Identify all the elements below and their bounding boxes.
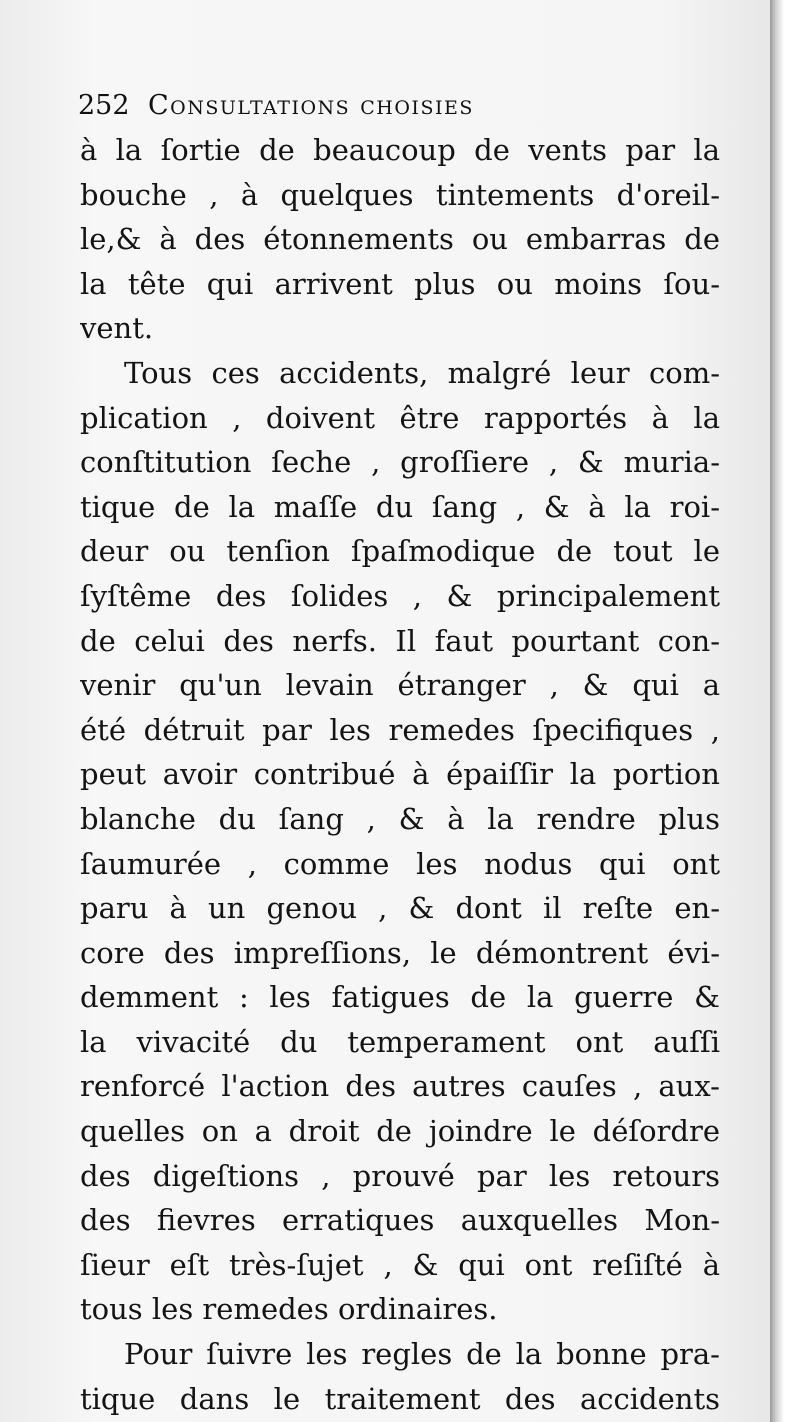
- text-line: core des impreſſions, le démontrent évi-: [80, 935, 720, 970]
- text-line: plication , doivent être rapportés à la: [80, 400, 720, 435]
- text-line: bouche , à quelques tintements d'oreil-: [80, 177, 720, 212]
- body-text: [80, 128, 720, 1421]
- text-line: des fievres erratiques auxquelles Mon-: [80, 1203, 720, 1238]
- page-edge-shadow: [770, 0, 800, 1422]
- text-line: Tous ces accidents, malgré leur com-: [124, 355, 720, 390]
- text-line: peut avoir contribué à épaiſſir la portion: [80, 757, 720, 792]
- text-line: ſieur eſt très-ſujet , & qui ont reſiſté à: [80, 1247, 720, 1282]
- text-line: paru à un genou , & dont il reſte en-: [80, 891, 720, 926]
- text-line: des digeſtions , prouvé par les retours: [80, 1158, 720, 1193]
- text-line: vent.: [80, 311, 154, 346]
- text-line: blanche du ſang , & à la rendre plus: [80, 801, 720, 836]
- text-line: tique dans le traitement des accidents: [80, 1381, 720, 1416]
- text-line: de celui des nerfs. Il faut pourtant con-: [80, 623, 720, 658]
- text-line: demment : les fatigues de la guerre &: [80, 980, 720, 1015]
- text-line: renforcé l'action des autres cauſes , aux-: [80, 1069, 720, 1104]
- text-line: le,& à des étonnements ou embarras de: [80, 222, 720, 257]
- text-line: été détruit par les remedes ſpecifiques ,: [80, 712, 720, 747]
- text-line: la vivacité du temperament ont auſſi: [80, 1024, 720, 1059]
- text-line: quelles on a droit de joindre le déſordre: [80, 1114, 720, 1149]
- text-line: venir qu'un levain étranger , & qui a: [80, 668, 720, 703]
- text-line: tous les remedes ordinaires.: [80, 1292, 498, 1327]
- text-line: ſaumurée , comme les nodus qui ont: [80, 846, 720, 881]
- text-line: conſtitution ſeche , groſſiere , & muria-: [80, 445, 720, 480]
- text-line: Pour ſuivre les regles de la bonne pra-: [124, 1337, 720, 1372]
- text-line: tique de la maſſe du ſang , & à la roi-: [80, 489, 720, 524]
- text-line: à la ſortie de beaucoup de vents par la: [80, 133, 720, 167]
- page-number: 252: [78, 90, 130, 121]
- running-head: [78, 90, 718, 130]
- running-head-title: Consultations choisies: [148, 90, 474, 121]
- text-line: la tête qui arrivent plus ou moins ſou-: [80, 266, 720, 301]
- text-line: deur ou tenſion ſpaſmodique de tout le: [80, 534, 720, 569]
- text-line: ſyſtême des ſolides , & principalement: [80, 578, 720, 613]
